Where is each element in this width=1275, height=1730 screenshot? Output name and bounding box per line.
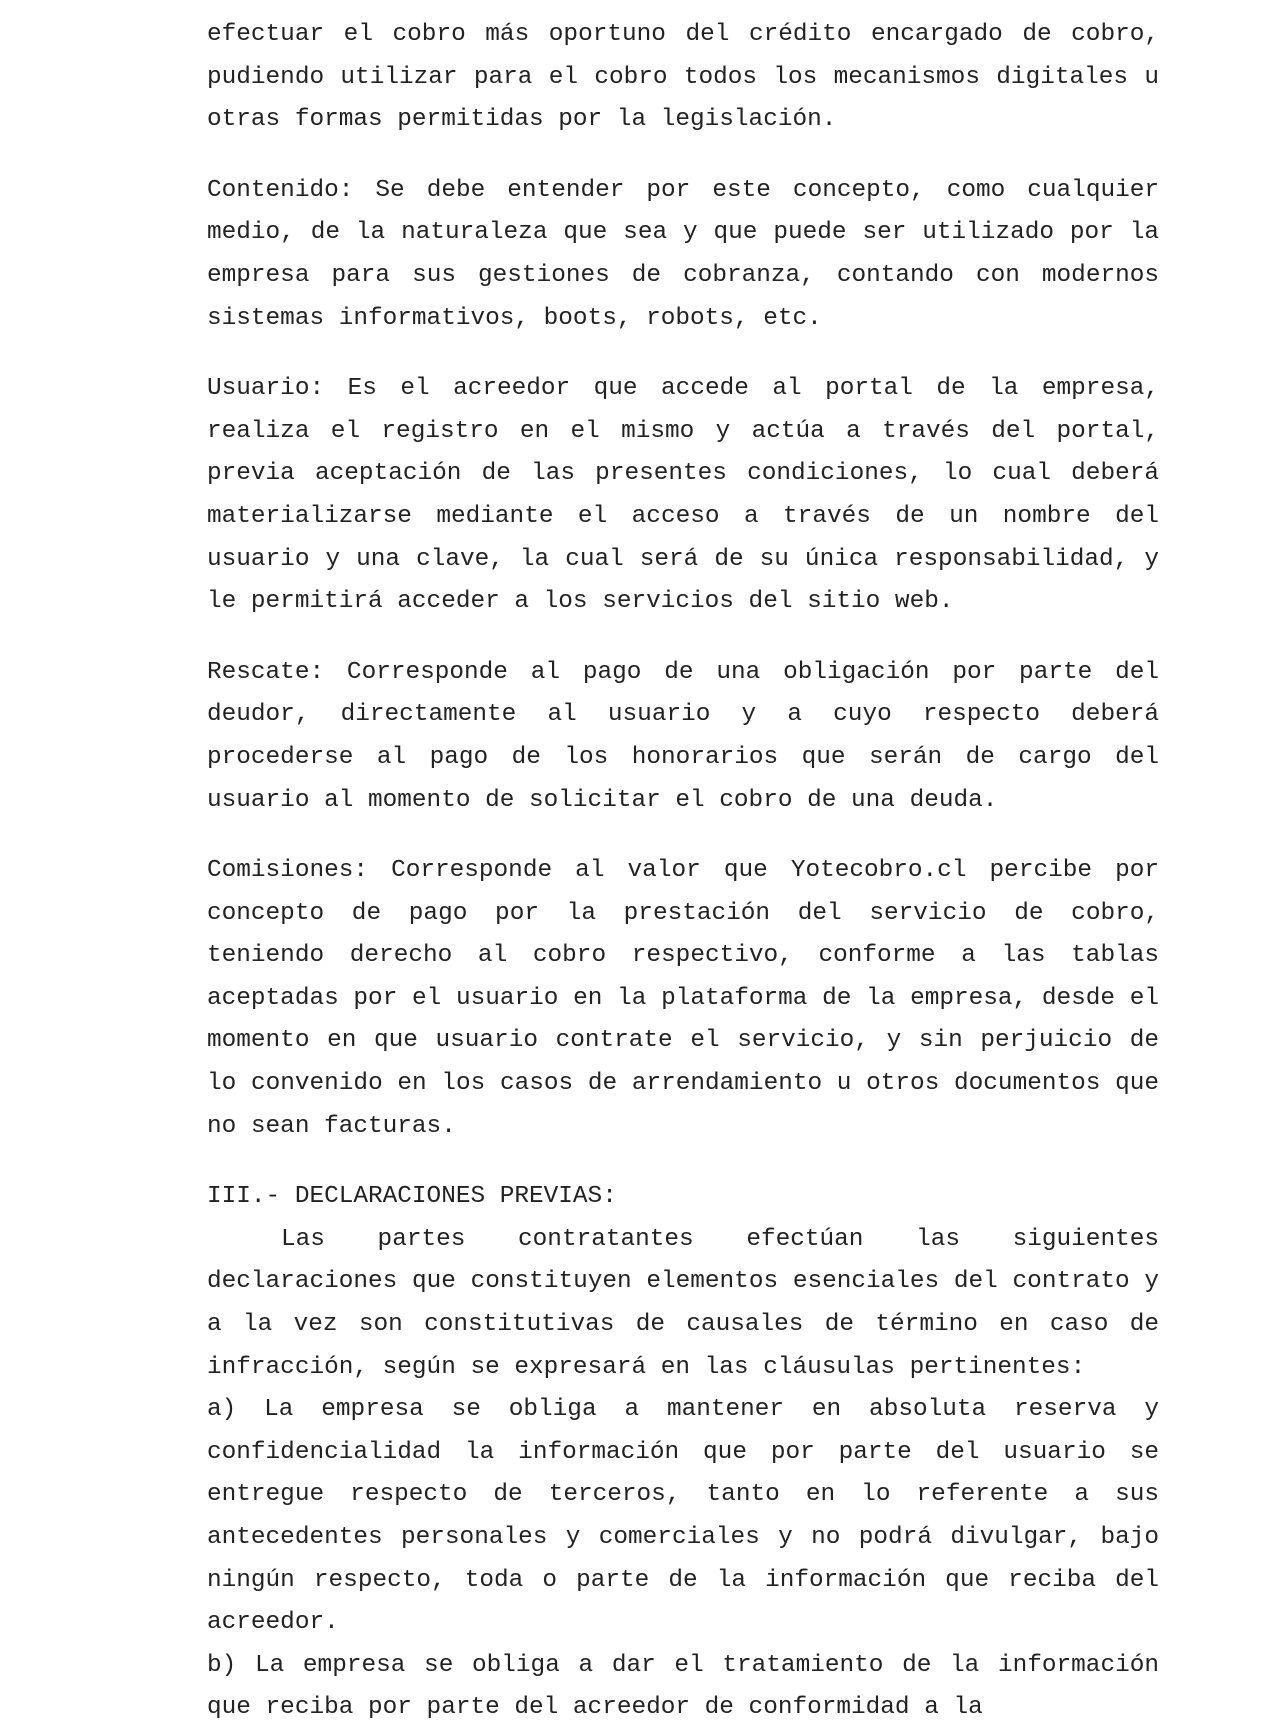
document-page [207,14,1159,1730]
paragraph-cobro-continuation: efectuar el cobro más oportuno del crédito encargado de cobro, pudiendo utilizar para el cobro todos los mecanismos digitales u otras formas permitidas por la legislación. [207,21,1159,134]
section-heading: III.- DECLARACIONES PREVIAS: [207,1183,617,1211]
paragraph-usuario-definition: Usuario: Es el acreedor que accede al portal de la empresa, realiza el registro en el mismo y actúa a través del portal, previa aceptación de las presentes condiciones, lo cual deberá materializarse mediante el acceso a través de un nombre del usuario y una clave, la cual será de su única responsabilidad, y le permitirá acceder a los servicios del sitio web. [207,375,1159,616]
paragraph-comisiones-definition: Comisiones: Corresponde al valor que Yotecobro.cl percibe por concepto de pago por la prestación del servicio de cobro, teniendo derecho al cobro respectivo, conforme a las tablas aceptadas por el usuario en la plataforma de la empresa, desde el momento en que usuario contrate el servicio, y sin perjuicio de lo convenido en los casos de arrendamiento u otros documentos que no sean facturas. [207,857,1159,1140]
list-item-b: b) La empresa se obliga a dar el tratamiento de la información que reciba por parte del acreedor de conformidad a la [207,1651,1159,1722]
section-intro: Las partes contratantes efectúan las siguientes declaraciones que constituyen elementos esenciales del contrato y a la vez son constitutivas de causales de término en caso de infracción, según se expresará en las cláusulas pertinentes: [207,1225,1159,1381]
paragraph-rescate-definition: Rescate: Corresponde al pago de una obligación por parte del deudor, directamente al usuario y a cuyo respecto deberá procederse al pago de los honorarios que serán de cargo del usuario al momento de solicitar el cobro de una deuda. [207,658,1159,814]
paragraph-contenido-definition: Contenido: Se debe entender por este concepto, como cualquier medio, de la naturaleza que sea y que puede ser utilizado por la empresa para sus gestiones de cobranza, contando con modernos sistemas informativos, boots, robots, etc. [207,176,1159,332]
list-item-a: a) La empresa se obliga a mantener en absoluta reserva y confidencialidad la información que por parte del usuario se entregue respecto de terceros, tanto en lo referente a sus antecedentes personales y comerciales y no podrá divulgar, bajo ningún respecto, toda o parte de la información que reciba del acreedor. [207,1396,1159,1637]
